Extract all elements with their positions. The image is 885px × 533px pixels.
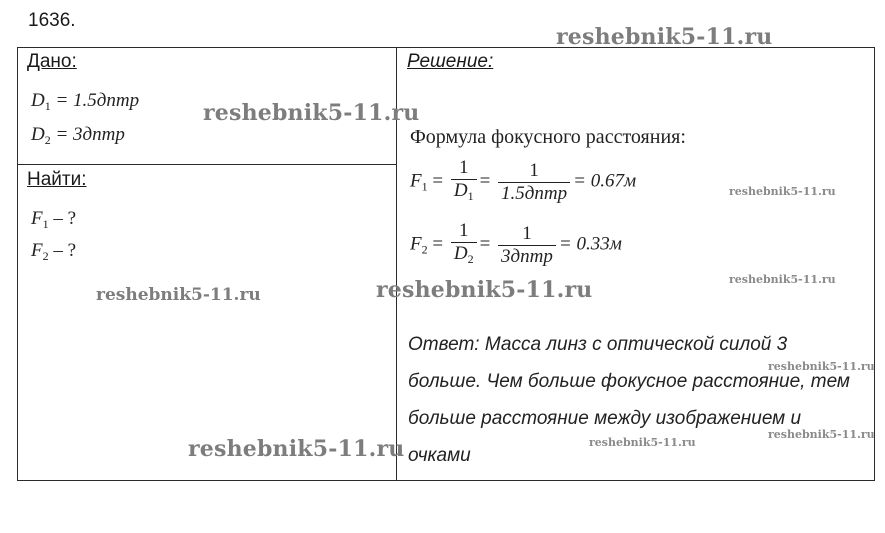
formula-f1: $F_1$ = $\frac{1}{D_1}$ = $\frac{1}{\text{1.5дптр}}$ = 0.67м [410, 157, 636, 207]
watermark: reshebnik5-11.ru [729, 273, 836, 286]
given-line-1: $D_1$ = 1.5дптр [31, 90, 140, 113]
find-heading: Найти: [27, 169, 87, 190]
table-divider-horizontal [17, 164, 397, 165]
problem-number: 1636. [28, 10, 76, 31]
fraction-1-over-d2: $\frac{1}{D_2}$ [451, 220, 477, 270]
watermark: reshebnik5-11.ru [188, 436, 405, 462]
find-line-2: $F_2$ – ? [31, 240, 77, 263]
fraction-1-over-value: $\frac{1}{\text{1.5дптр}}$ [498, 160, 570, 205]
find-line-1: $F_1$ – ? [31, 208, 77, 231]
given-heading: Дано: [27, 51, 77, 72]
fraction-1-over-d1: $\frac{1}{D_1}$ [451, 157, 477, 207]
watermark: reshebnik5-11.ru [768, 360, 875, 373]
watermark: reshebnik5-11.ru [376, 277, 593, 303]
watermark: reshebnik5-11.ru [589, 436, 696, 449]
watermark: reshebnik5-11.ru [729, 185, 836, 198]
answer-text: Ответ: Масса линз с оптической силой 3 больше. Чем больше фокусное расстояние, тем больше расстояние между изображением и очками [408, 334, 850, 466]
watermark: reshebnik5-11.ru [556, 24, 773, 50]
watermark: reshebnik5-11.ru [96, 285, 261, 305]
watermark: reshebnik5-11.ru [203, 100, 420, 126]
formula-f2: $F_2$ = $\frac{1}{D_2}$ = $\frac{1}{\text{3дптр}}$ = 0.33м [410, 220, 622, 270]
given-line-2: $D_2$ = 3дптр [31, 124, 125, 147]
fraction-1-over-value: $\frac{1}{\text{3дптр}}$ [498, 223, 556, 268]
solution-heading: Решение: [407, 51, 494, 72]
watermark: reshebnik5-11.ru [768, 428, 875, 441]
formula-label: Формула фокусного расстояния: [410, 126, 686, 148]
